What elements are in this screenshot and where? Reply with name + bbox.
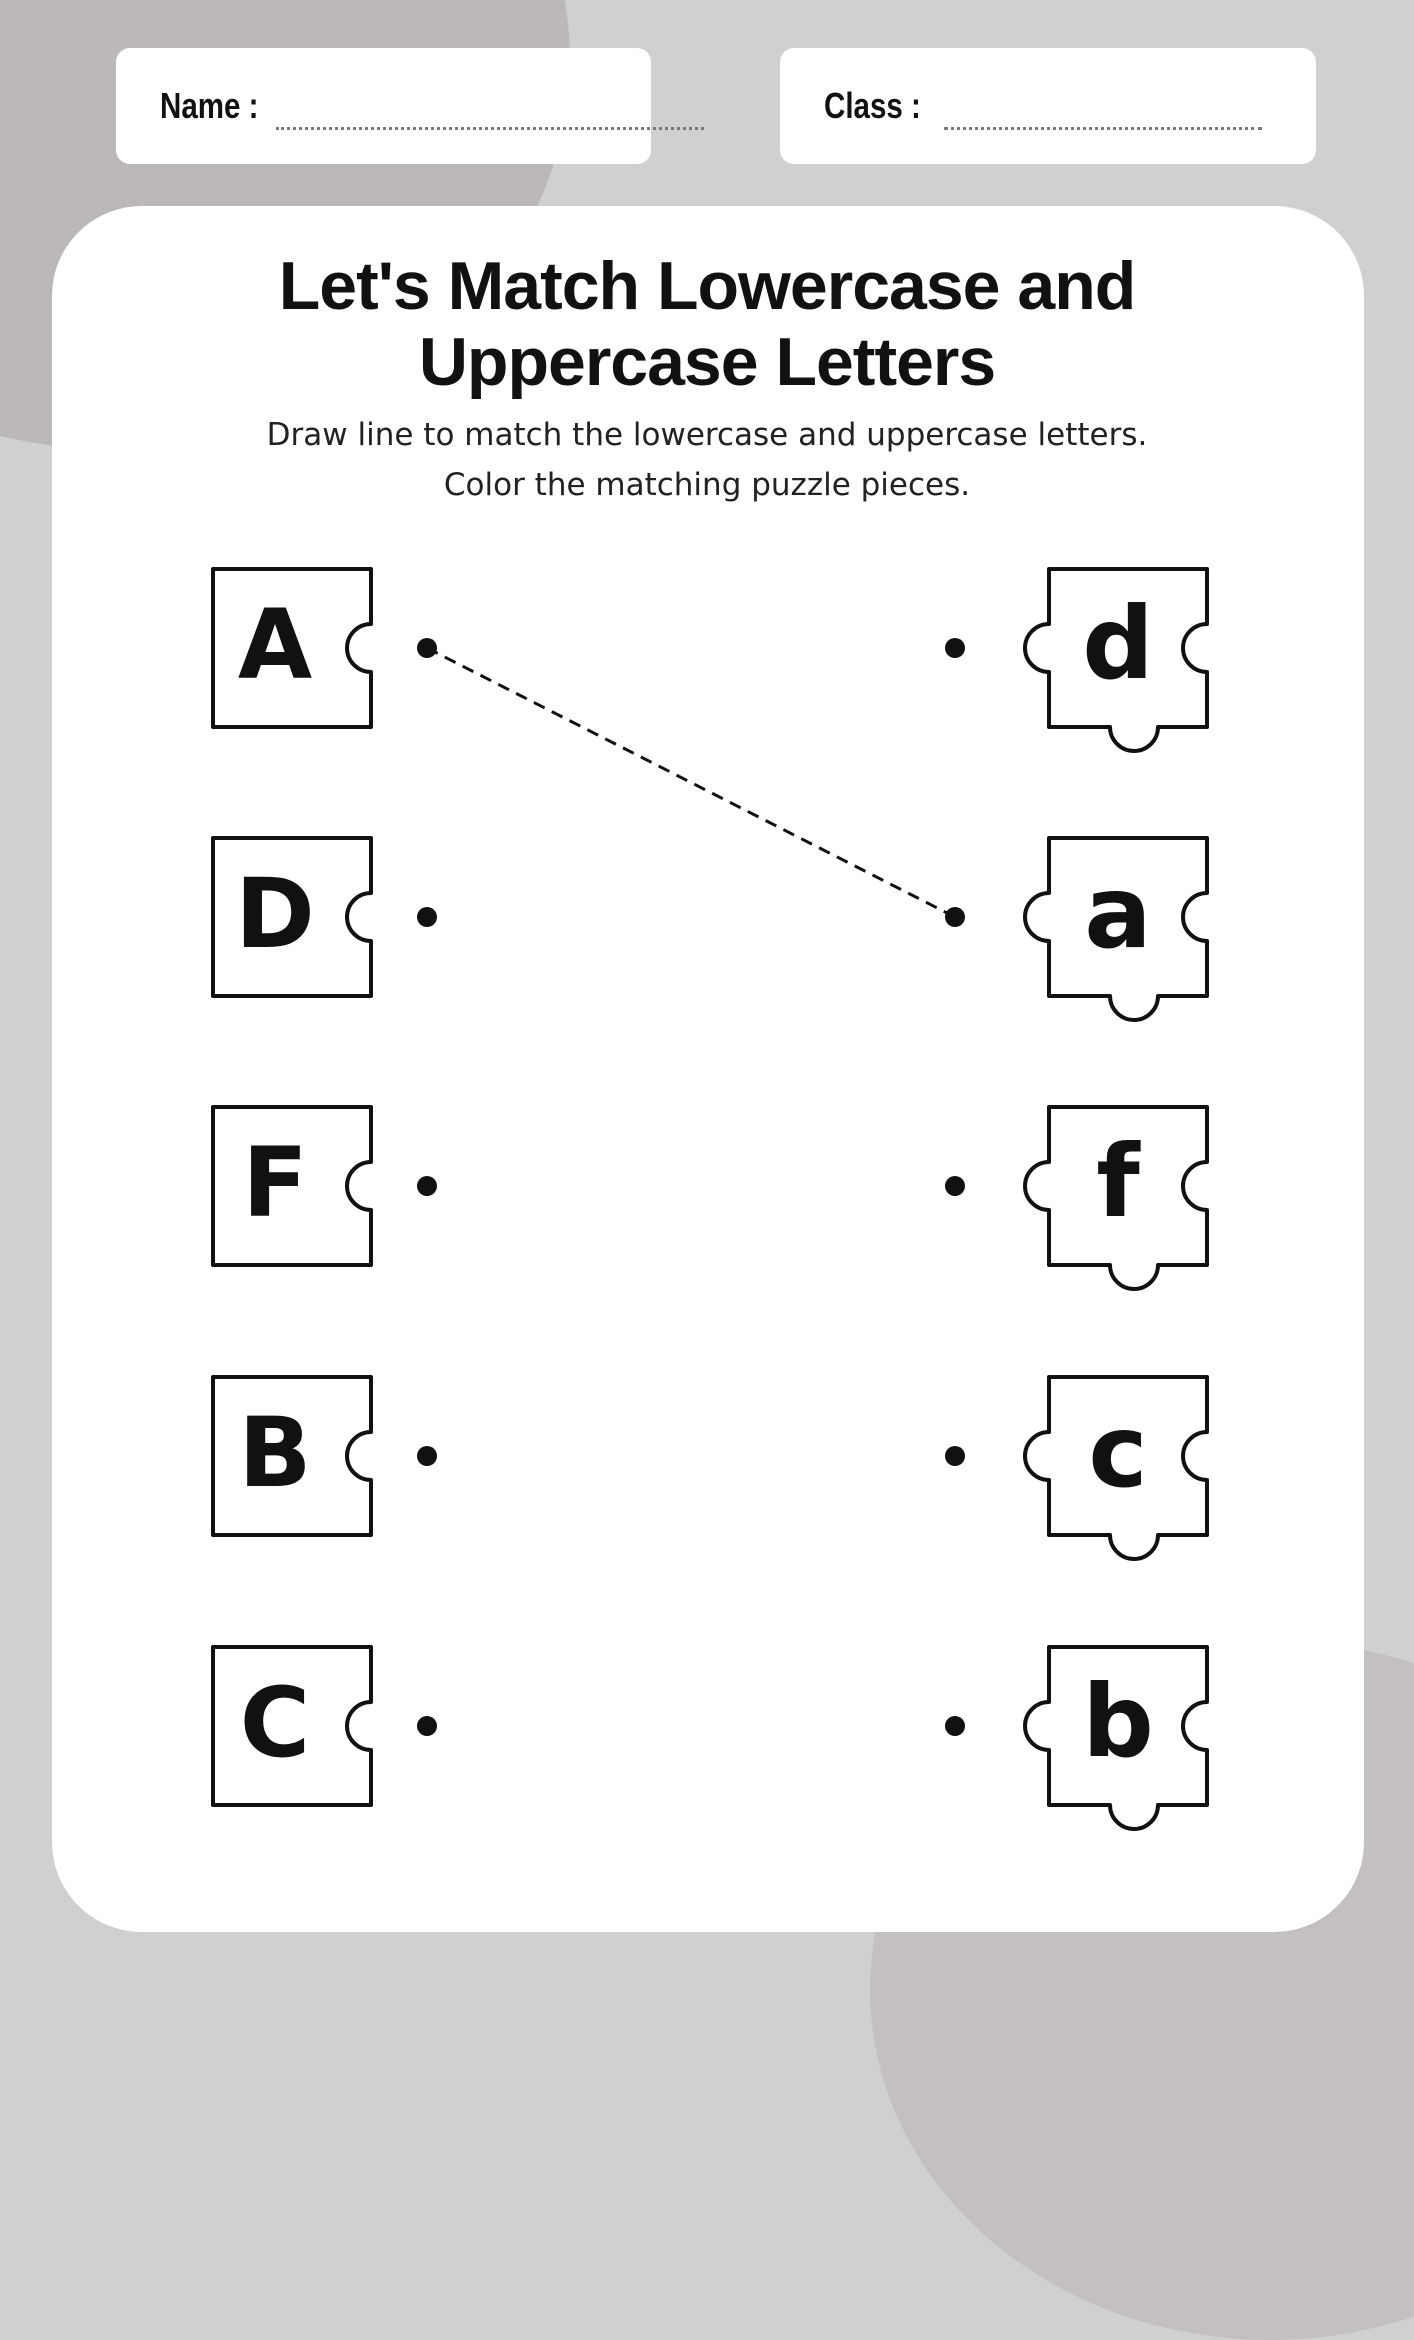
lowercase-letter: b <box>1082 1663 1154 1780</box>
name-label: Name : <box>160 85 259 126</box>
lowercase-connect-dot-b[interactable] <box>945 1716 965 1736</box>
instruction-line-1: Draw line to match the lowercase and uppercase letters. <box>266 417 1148 453</box>
uppercase-piece-a[interactable] <box>213 569 371 727</box>
lowercase-letter: a <box>1084 854 1152 971</box>
lowercase-connect-dot-c[interactable] <box>945 1446 965 1466</box>
lowercase-piece-a[interactable] <box>1025 838 1207 1020</box>
lowercase-letter: f <box>1096 1123 1140 1240</box>
lowercase-connect-dot-d[interactable] <box>945 638 965 658</box>
lowercase-piece-f[interactable] <box>1025 1107 1207 1289</box>
lowercase-piece-d[interactable] <box>1025 569 1207 751</box>
instruction-line-2: Color the matching puzzle pieces. <box>443 467 971 503</box>
uppercase-connect-dot-d[interactable] <box>417 907 437 927</box>
uppercase-letter: B <box>238 1397 312 1509</box>
lowercase-piece-c[interactable] <box>1025 1377 1207 1559</box>
lowercase-letter: c <box>1088 1393 1148 1510</box>
uppercase-connect-dot-c[interactable] <box>417 1716 437 1736</box>
uppercase-piece-b[interactable] <box>213 1377 371 1535</box>
lowercase-piece-b[interactable] <box>1025 1647 1207 1829</box>
uppercase-letter: F <box>242 1127 308 1239</box>
lowercase-letter: d <box>1082 585 1154 702</box>
uppercase-connect-dot-f[interactable] <box>417 1176 437 1196</box>
uppercase-piece-d[interactable] <box>213 838 371 996</box>
uppercase-letter: C <box>239 1667 311 1779</box>
uppercase-piece-c[interactable] <box>213 1647 371 1805</box>
example-match-line <box>427 648 955 917</box>
title-line-2: Uppercase Letters <box>418 324 996 400</box>
uppercase-connect-dot-b[interactable] <box>417 1446 437 1466</box>
uppercase-piece-f[interactable] <box>213 1107 371 1265</box>
title-line-1: Let's Match Lowercase and <box>278 248 1136 324</box>
uppercase-letter: A <box>237 589 313 701</box>
uppercase-letter: D <box>235 858 315 970</box>
lowercase-connect-dot-f[interactable] <box>945 1176 965 1196</box>
class-label: Class : <box>824 85 921 126</box>
